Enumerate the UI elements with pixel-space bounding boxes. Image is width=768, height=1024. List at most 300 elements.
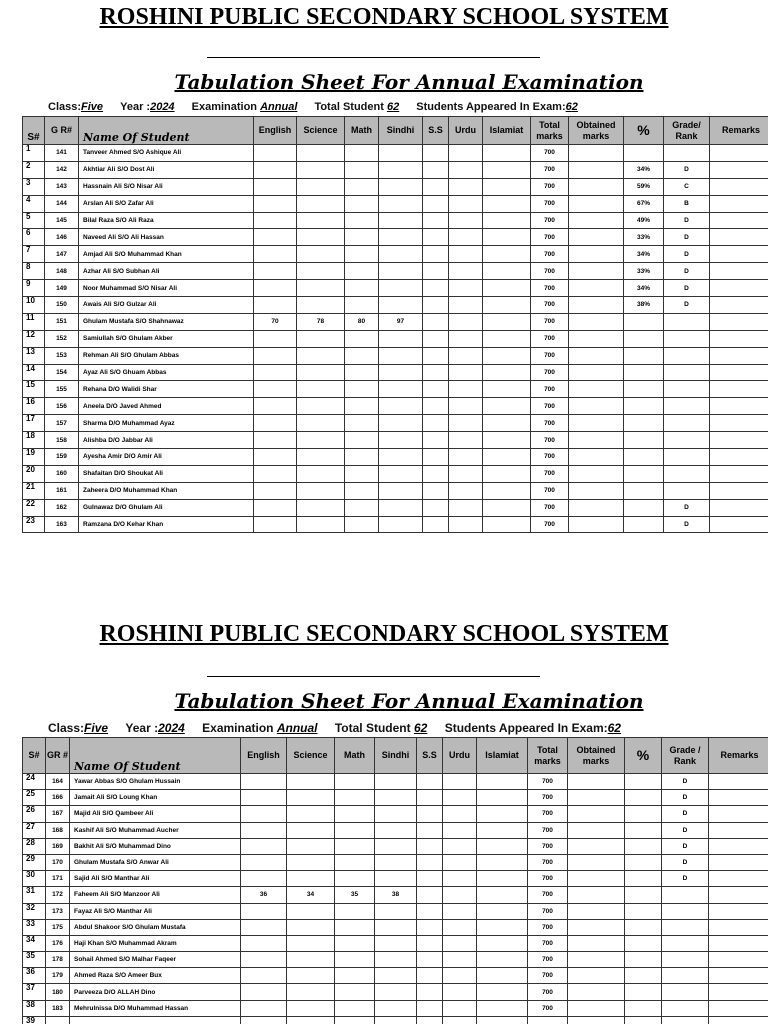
cell-obtained bbox=[569, 432, 624, 449]
cell-grade bbox=[664, 432, 710, 449]
cell-sn: 35 bbox=[23, 952, 46, 968]
cell-urdu bbox=[449, 246, 483, 263]
cell-name: Ghulam Mustafa S/O Anwar Ali bbox=[70, 854, 241, 870]
cell-urdu bbox=[449, 398, 483, 415]
table-row bbox=[23, 381, 768, 398]
cell-math bbox=[335, 822, 375, 838]
cell-islamiat bbox=[477, 838, 528, 854]
cell-total: 700 bbox=[531, 280, 569, 297]
cell-percent bbox=[625, 984, 662, 1000]
cell-grade bbox=[664, 415, 710, 432]
cell-total: 700 bbox=[531, 499, 569, 516]
cell-name: Bilal Raza S/O Ali Raza bbox=[79, 212, 254, 229]
cell-ss bbox=[417, 984, 443, 1000]
cell-sn: 38 bbox=[23, 1000, 46, 1016]
class-label: Class: bbox=[48, 721, 85, 735]
cell-name: Alishba D/O Jabbar Ali bbox=[79, 432, 254, 449]
cell-sn: 30 bbox=[23, 871, 46, 887]
cell-percent bbox=[625, 1000, 662, 1016]
cell-math bbox=[335, 854, 375, 870]
col-header-grade: Grade / Rank bbox=[662, 738, 709, 774]
cell-gr: 144 bbox=[45, 195, 79, 212]
cell-ss bbox=[417, 871, 443, 887]
cell-percent bbox=[625, 871, 662, 887]
cell-sn: 33 bbox=[23, 919, 46, 935]
cell-name: Kashif Ali S/O Muhammad Aucher bbox=[70, 822, 241, 838]
cell-sindhi bbox=[375, 1016, 417, 1024]
cell-islamiat bbox=[483, 415, 531, 432]
cell-islamiat bbox=[477, 806, 528, 822]
cell-obtained bbox=[568, 887, 625, 903]
cell-english bbox=[241, 919, 287, 935]
cell-remarks bbox=[710, 432, 768, 449]
cell-english bbox=[254, 246, 297, 263]
cell-ss bbox=[423, 263, 449, 280]
table-row bbox=[23, 313, 768, 330]
cell-grade bbox=[664, 364, 710, 381]
cell-remarks bbox=[710, 364, 768, 381]
col-header-remarks: Remarks bbox=[709, 738, 768, 774]
cell-ss bbox=[423, 465, 449, 482]
cell-obtained bbox=[568, 1016, 625, 1024]
cell-name: Aneela D/O Javed Ahmed bbox=[79, 398, 254, 415]
cell-name: Bakhit Ali S/O Muhammad Dino bbox=[70, 838, 241, 854]
class-value: Five bbox=[84, 721, 109, 735]
cell-gr: 160 bbox=[45, 465, 79, 482]
cell-ss bbox=[423, 212, 449, 229]
cell-sn: 13 bbox=[23, 347, 45, 364]
cell-science bbox=[297, 347, 345, 364]
cell-remarks bbox=[710, 195, 768, 212]
total-students-value: 62 bbox=[413, 721, 428, 735]
cell-sindhi bbox=[375, 871, 417, 887]
appeared-value: 62 bbox=[565, 101, 578, 113]
cell-ss bbox=[417, 822, 443, 838]
cell-obtained bbox=[569, 499, 624, 516]
cell-total: 700 bbox=[528, 790, 568, 806]
cell-english bbox=[254, 297, 297, 314]
cell-ss bbox=[423, 381, 449, 398]
cell-math bbox=[345, 432, 379, 449]
class-label: Class: bbox=[48, 101, 82, 113]
cell-percent: 34% bbox=[624, 161, 664, 178]
cell-grade: D bbox=[662, 774, 709, 790]
cell-gr: 151 bbox=[45, 313, 79, 330]
cell-total: 700 bbox=[528, 952, 568, 968]
cell-name: Hassnain Ali S/O Nisar Ali bbox=[79, 178, 254, 195]
cell-sindhi bbox=[375, 790, 417, 806]
cell-ss bbox=[417, 887, 443, 903]
cell-science bbox=[297, 381, 345, 398]
cell-name: Azhar Ali S/O Subhan Ali bbox=[79, 263, 254, 280]
cell-english: 36 bbox=[241, 887, 287, 903]
cell-percent bbox=[625, 854, 662, 870]
cell-percent bbox=[625, 903, 662, 919]
cell-remarks bbox=[710, 482, 768, 499]
cell-obtained bbox=[568, 822, 625, 838]
cell-sindhi bbox=[379, 516, 423, 533]
cell-ss bbox=[423, 499, 449, 516]
cell-total: 700 bbox=[531, 381, 569, 398]
table-row bbox=[23, 280, 768, 297]
cell-total: 700 bbox=[528, 984, 568, 1000]
cell-urdu bbox=[449, 263, 483, 280]
cell-sn: 6 bbox=[23, 229, 45, 246]
cell-gr: 157 bbox=[45, 415, 79, 432]
cell-name: Haji Khan S/O Muhammad Akram bbox=[70, 935, 241, 951]
cell-math bbox=[345, 161, 379, 178]
sheet-title: Tabulation Sheet For Annual Examination bbox=[174, 70, 644, 94]
table-row bbox=[23, 415, 768, 432]
cell-english bbox=[241, 854, 287, 870]
cell-remarks bbox=[710, 499, 768, 516]
cell-gr: 176 bbox=[46, 935, 70, 951]
cell-remarks bbox=[709, 1000, 768, 1016]
cell-percent: 67% bbox=[624, 195, 664, 212]
cell-obtained bbox=[569, 212, 624, 229]
cell-remarks bbox=[710, 297, 768, 314]
cell-sindhi bbox=[379, 499, 423, 516]
cell-english bbox=[254, 229, 297, 246]
cell-ss bbox=[423, 313, 449, 330]
cell-islamiat bbox=[477, 935, 528, 951]
tabulation-sheet-2 bbox=[0, 618, 768, 1024]
col-header-total: Total marks bbox=[528, 738, 568, 774]
cell-science bbox=[287, 1016, 335, 1024]
cell-islamiat bbox=[483, 482, 531, 499]
cell-science bbox=[297, 161, 345, 178]
cell-percent bbox=[624, 364, 664, 381]
cell-obtained bbox=[568, 968, 625, 984]
cell-obtained bbox=[569, 516, 624, 533]
cell-english bbox=[241, 790, 287, 806]
cell-urdu bbox=[443, 806, 477, 822]
cell-urdu bbox=[449, 482, 483, 499]
cell-islamiat bbox=[477, 968, 528, 984]
cell-urdu bbox=[449, 330, 483, 347]
cell-grade: D bbox=[662, 871, 709, 887]
cell-math bbox=[345, 449, 379, 466]
cell-sindhi bbox=[379, 449, 423, 466]
cell-islamiat bbox=[483, 313, 531, 330]
cell-science bbox=[297, 398, 345, 415]
cell-remarks bbox=[709, 774, 768, 790]
cell-sn: 8 bbox=[23, 263, 45, 280]
table-row bbox=[23, 145, 768, 162]
cell-gr: 149 bbox=[45, 280, 79, 297]
cell-science bbox=[297, 415, 345, 432]
cell-ss bbox=[417, 838, 443, 854]
cell-sindhi bbox=[379, 263, 423, 280]
cell-name: Zaheera D/O Muhammad Khan bbox=[79, 482, 254, 499]
title-divider bbox=[207, 676, 540, 677]
cell-sindhi bbox=[379, 212, 423, 229]
cell-english bbox=[241, 984, 287, 1000]
cell-ss bbox=[423, 398, 449, 415]
exam-value: Annual bbox=[260, 101, 298, 113]
cell-urdu bbox=[449, 195, 483, 212]
total-students-value: 62 bbox=[386, 101, 400, 113]
cell-gr: 145 bbox=[45, 212, 79, 229]
cell-percent bbox=[624, 499, 664, 516]
cell-name bbox=[70, 1016, 241, 1024]
cell-science bbox=[297, 178, 345, 195]
cell-science bbox=[297, 482, 345, 499]
col-header-math: Math bbox=[345, 117, 379, 145]
cell-gr: 175 bbox=[46, 919, 70, 935]
cell-math bbox=[345, 347, 379, 364]
cell-islamiat bbox=[483, 381, 531, 398]
cell-ss bbox=[423, 195, 449, 212]
cell-total: 700 bbox=[531, 415, 569, 432]
cell-grade: D bbox=[664, 263, 710, 280]
cell-grade bbox=[664, 449, 710, 466]
cell-sn: 28 bbox=[23, 838, 46, 854]
cell-name: Yawar Abbas S/O Ghulam Hussain bbox=[70, 774, 241, 790]
cell-grade bbox=[664, 465, 710, 482]
cell-english bbox=[254, 195, 297, 212]
cell-remarks bbox=[709, 806, 768, 822]
cell-english bbox=[254, 516, 297, 533]
cell-science bbox=[287, 822, 335, 838]
table-row bbox=[23, 1016, 768, 1024]
cell-percent bbox=[624, 381, 664, 398]
cell-ss bbox=[417, 935, 443, 951]
cell-grade: D bbox=[664, 212, 710, 229]
cell-grade bbox=[664, 313, 710, 330]
cell-name: Mehrulnissa D/O Muhammad Hassan bbox=[70, 1000, 241, 1016]
table-row bbox=[23, 482, 768, 499]
cell-grade bbox=[664, 398, 710, 415]
cell-science bbox=[297, 465, 345, 482]
cell-sn: 27 bbox=[23, 822, 46, 838]
cell-english bbox=[241, 774, 287, 790]
cell-percent: 59% bbox=[624, 178, 664, 195]
cell-ss bbox=[417, 952, 443, 968]
cell-total: 700 bbox=[528, 806, 568, 822]
cell-obtained bbox=[568, 952, 625, 968]
class-value: Five bbox=[81, 101, 104, 113]
cell-islamiat bbox=[477, 822, 528, 838]
cell-obtained bbox=[569, 246, 624, 263]
cell-science bbox=[287, 935, 335, 951]
cell-obtained bbox=[568, 806, 625, 822]
cell-gr: 179 bbox=[46, 968, 70, 984]
cell-ss bbox=[417, 919, 443, 935]
table-row bbox=[23, 195, 768, 212]
col-header-percent: % bbox=[624, 117, 664, 145]
cell-urdu bbox=[449, 297, 483, 314]
cell-science bbox=[297, 145, 345, 162]
cell-remarks bbox=[709, 935, 768, 951]
cell-percent bbox=[625, 952, 662, 968]
cell-grade: B bbox=[664, 195, 710, 212]
col-header-gr: G R# bbox=[45, 117, 79, 145]
cell-remarks bbox=[709, 822, 768, 838]
cell-total: 700 bbox=[528, 887, 568, 903]
col-header-english: English bbox=[241, 738, 287, 774]
cell-grade bbox=[664, 145, 710, 162]
cell-total: 700 bbox=[528, 919, 568, 935]
cell-total: 700 bbox=[531, 195, 569, 212]
cell-sindhi bbox=[375, 935, 417, 951]
cell-grade bbox=[662, 952, 709, 968]
cell-ss bbox=[423, 178, 449, 195]
cell-urdu bbox=[449, 229, 483, 246]
cell-sindhi bbox=[379, 465, 423, 482]
table-row bbox=[23, 919, 768, 935]
cell-english bbox=[254, 482, 297, 499]
cell-math bbox=[335, 919, 375, 935]
cell-remarks bbox=[710, 280, 768, 297]
col-header-total: Total marks bbox=[531, 117, 569, 145]
table-row bbox=[23, 790, 768, 806]
cell-ss bbox=[423, 347, 449, 364]
table-row bbox=[23, 984, 768, 1000]
cell-islamiat bbox=[483, 449, 531, 466]
cell-islamiat bbox=[477, 790, 528, 806]
col-header-math: Math bbox=[335, 738, 375, 774]
exam-info-row bbox=[48, 721, 621, 735]
cell-gr: 153 bbox=[45, 347, 79, 364]
cell-remarks bbox=[710, 263, 768, 280]
cell-ss bbox=[423, 330, 449, 347]
col-header-urdu: Urdu bbox=[443, 738, 477, 774]
cell-remarks bbox=[709, 887, 768, 903]
cell-grade: D bbox=[662, 806, 709, 822]
cell-islamiat bbox=[483, 465, 531, 482]
cell-math bbox=[345, 381, 379, 398]
cell-science bbox=[287, 806, 335, 822]
table-row bbox=[23, 432, 768, 449]
cell-sindhi bbox=[379, 145, 423, 162]
cell-urdu bbox=[449, 145, 483, 162]
col-header-sn: S# bbox=[23, 117, 45, 145]
cell-total bbox=[528, 1016, 568, 1024]
cell-english bbox=[254, 499, 297, 516]
cell-obtained bbox=[569, 465, 624, 482]
cell-sn: 18 bbox=[23, 432, 45, 449]
cell-islamiat bbox=[483, 229, 531, 246]
cell-percent: 33% bbox=[624, 229, 664, 246]
cell-total: 700 bbox=[528, 854, 568, 870]
cell-sindhi bbox=[379, 195, 423, 212]
cell-total: 700 bbox=[528, 935, 568, 951]
cell-gr: 159 bbox=[45, 449, 79, 466]
cell-sn: 14 bbox=[23, 364, 45, 381]
cell-urdu bbox=[443, 822, 477, 838]
cell-total: 700 bbox=[528, 903, 568, 919]
cell-islamiat bbox=[477, 1016, 528, 1024]
cell-gr: 163 bbox=[45, 516, 79, 533]
cell-islamiat bbox=[483, 280, 531, 297]
cell-urdu bbox=[443, 790, 477, 806]
sheet-title: Tabulation Sheet For Annual Examination bbox=[174, 689, 644, 713]
cell-islamiat bbox=[477, 903, 528, 919]
cell-total: 700 bbox=[528, 871, 568, 887]
table-row bbox=[23, 952, 768, 968]
cell-sindhi bbox=[379, 381, 423, 398]
cell-name: Samiullah S/O Ghulam Akber bbox=[79, 330, 254, 347]
cell-sn: 16 bbox=[23, 398, 45, 415]
cell-ss bbox=[423, 229, 449, 246]
cell-name: Parveeza D/O ALLAH Dino bbox=[70, 984, 241, 1000]
cell-obtained bbox=[568, 774, 625, 790]
appeared-label: Students Appeared In Exam: bbox=[416, 101, 566, 113]
cell-ss bbox=[423, 161, 449, 178]
cell-math bbox=[335, 790, 375, 806]
cell-obtained bbox=[569, 415, 624, 432]
cell-urdu bbox=[449, 313, 483, 330]
cell-urdu bbox=[443, 919, 477, 935]
cell-sn: 39 bbox=[23, 1016, 46, 1024]
cell-sn: 29 bbox=[23, 854, 46, 870]
cell-sn: 17 bbox=[23, 415, 45, 432]
table-row bbox=[23, 854, 768, 870]
cell-math bbox=[345, 499, 379, 516]
cell-islamiat bbox=[483, 178, 531, 195]
cell-grade bbox=[662, 968, 709, 984]
cell-grade bbox=[662, 935, 709, 951]
cell-islamiat bbox=[477, 919, 528, 935]
cell-ss bbox=[423, 246, 449, 263]
cell-english bbox=[241, 935, 287, 951]
cell-english bbox=[254, 347, 297, 364]
cell-total: 700 bbox=[528, 774, 568, 790]
col-header-english: English bbox=[254, 117, 297, 145]
cell-obtained bbox=[568, 984, 625, 1000]
table-row bbox=[23, 161, 768, 178]
cell-sindhi bbox=[379, 415, 423, 432]
year-value: 2024 bbox=[158, 721, 185, 735]
table-row bbox=[23, 822, 768, 838]
header-row bbox=[23, 738, 768, 774]
cell-science bbox=[287, 984, 335, 1000]
cell-ss bbox=[423, 432, 449, 449]
cell-islamiat bbox=[483, 297, 531, 314]
cell-math bbox=[345, 246, 379, 263]
cell-percent: 49% bbox=[624, 212, 664, 229]
cell-remarks bbox=[709, 952, 768, 968]
school-title: ROSHINI PUBLIC SECONDARY SCHOOL SYSTEM bbox=[99, 4, 669, 30]
cell-math bbox=[345, 212, 379, 229]
cell-gr: 180 bbox=[46, 984, 70, 1000]
cell-sindhi bbox=[379, 432, 423, 449]
appeared-value: 62 bbox=[607, 721, 621, 735]
cell-grade: D bbox=[664, 246, 710, 263]
cell-total: 700 bbox=[531, 313, 569, 330]
cell-total: 700 bbox=[528, 1000, 568, 1016]
cell-english bbox=[254, 449, 297, 466]
cell-gr: 146 bbox=[45, 229, 79, 246]
cell-science bbox=[287, 952, 335, 968]
cell-sn: 23 bbox=[23, 516, 45, 533]
cell-urdu bbox=[443, 1016, 477, 1024]
cell-sindhi bbox=[379, 482, 423, 499]
cell-sindhi bbox=[375, 1000, 417, 1016]
cell-math bbox=[345, 398, 379, 415]
cell-obtained bbox=[569, 297, 624, 314]
cell-math: 80 bbox=[345, 313, 379, 330]
cell-gr: 164 bbox=[46, 774, 70, 790]
cell-grade bbox=[664, 330, 710, 347]
cell-remarks bbox=[710, 449, 768, 466]
cell-total: 700 bbox=[531, 229, 569, 246]
col-header-obtained: Obtained marks bbox=[568, 738, 625, 774]
cell-urdu bbox=[449, 432, 483, 449]
cell-ss bbox=[417, 854, 443, 870]
cell-sn: 2 bbox=[23, 161, 45, 178]
